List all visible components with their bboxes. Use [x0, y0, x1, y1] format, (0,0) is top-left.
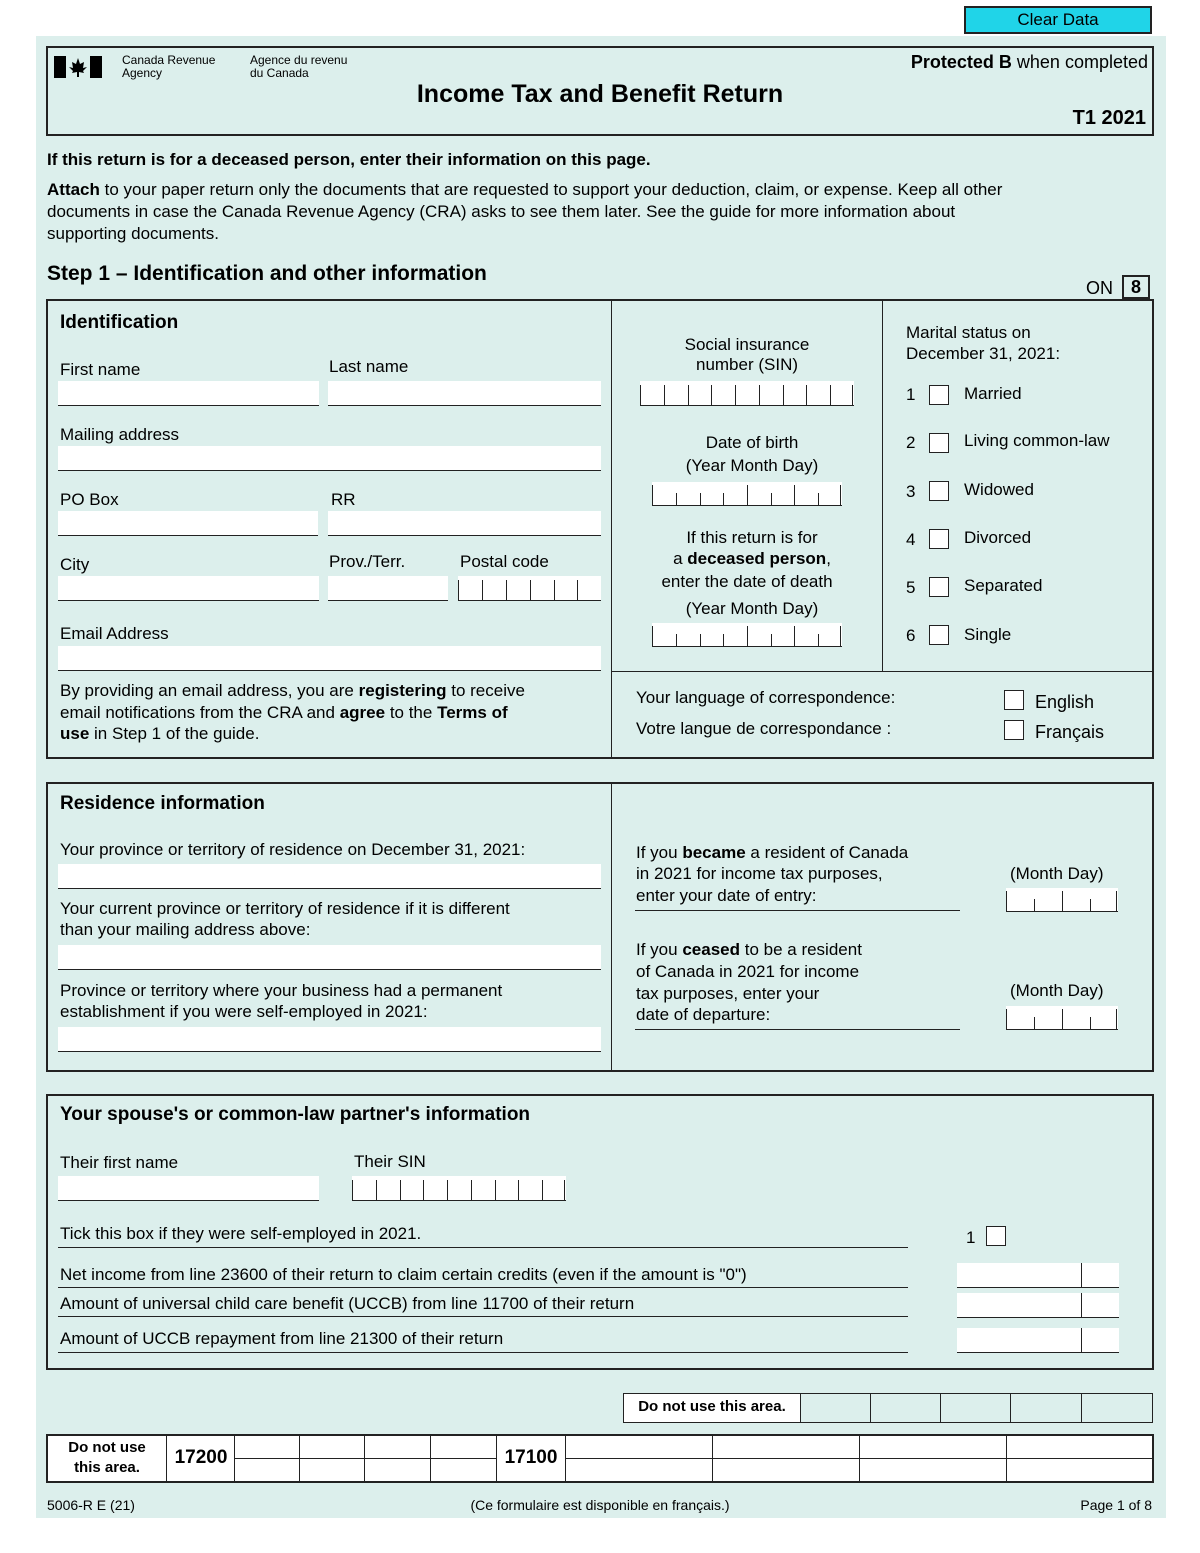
residence-q3-line1: Province or territory where your business had a permanent [60, 981, 503, 1000]
spouse-first-name-label: Their first name [60, 1153, 179, 1172]
postal-code-input[interactable] [458, 576, 601, 601]
po-box-label: PO Box [60, 490, 119, 509]
canada-flag-logo [54, 56, 102, 78]
entry-underline [635, 910, 960, 911]
marital-heading-line1: Marital status on [906, 323, 1031, 342]
page-number: Page 1 of 8 [1080, 1497, 1152, 1513]
entry-text: If you [636, 843, 678, 862]
do-not-use-cell [870, 1393, 941, 1423]
email-note-line2 [60, 703, 508, 723]
divider [859, 1434, 860, 1483]
rr-input[interactable] [328, 511, 601, 536]
attach-line1-text: to your paper return only the documents that are requested to support your deduction, claim, or expense. Keep all other [104, 180, 1003, 199]
date-of-entry-input[interactable] [1006, 888, 1118, 912]
last-name-label: Last name [329, 357, 409, 376]
death-label-text: , [826, 549, 831, 568]
mailing-address-input[interactable] [58, 446, 601, 471]
language-label-fr: Votre langue de correspondance : [636, 719, 892, 738]
self-employed-underline [58, 1247, 908, 1248]
entry-line3: enter your date of entry: [636, 886, 817, 905]
prov-terr-input[interactable] [328, 576, 448, 601]
departure-text: to be a resident [744, 940, 862, 959]
spouse-sin-input[interactable] [352, 1176, 566, 1201]
email-note-text: email notifications from the CRA and [60, 703, 335, 722]
residence-q1: Your province or territory of residence on December 31, 2021: [60, 840, 526, 859]
clear-data-button[interactable]: Clear Data [964, 6, 1152, 34]
uccb-repayment-label: Amount of UCCB repayment from line 21300 of their return [60, 1329, 504, 1348]
widowed-checkbox[interactable] [929, 481, 949, 501]
net-income-underline [58, 1287, 908, 1288]
first-name-label: First name [60, 360, 141, 379]
self-employed-label: Tick this box if they were self-employed in 2021. [60, 1224, 422, 1243]
agency-en-line1: Canada Revenue [122, 53, 216, 67]
net-income-label: Net income from line 23600 of their return to claim certain credits (even if the amount is "0") [60, 1265, 747, 1284]
sin-input[interactable] [640, 381, 854, 406]
uccb-repayment-underline [58, 1352, 908, 1353]
province-code-label: ON [1086, 278, 1113, 298]
marital-heading-line2: December 31, 2021: [906, 344, 1061, 363]
email-note-text: to receive [451, 681, 525, 700]
do-not-use-cell [940, 1393, 1011, 1423]
uccb-underline [58, 1316, 908, 1317]
do-not-use-lower-line2: this area. [74, 1459, 140, 1476]
step1-heading: Step 1 – Identification and other information [47, 262, 487, 285]
divider [611, 782, 612, 1072]
email-note-bold: Terms of [437, 703, 508, 722]
mailing-address-label: Mailing address [60, 425, 180, 444]
death-label-line3: enter the date of death [661, 572, 833, 591]
divider [166, 1434, 167, 1483]
death-label-bold: deceased person [687, 549, 827, 568]
cents-divider [1081, 1328, 1082, 1353]
city-input[interactable] [58, 576, 319, 601]
departure-line2: of Canada in 2021 for income [636, 962, 860, 981]
form-title: Income Tax and Benefit Return [416, 80, 784, 108]
single-label: Single [964, 625, 1012, 644]
attach-line1 [47, 180, 1002, 200]
english-label: English [1035, 692, 1095, 712]
common-law-label: Living common-law [964, 431, 1110, 450]
dob-label-line1: Date of birth [705, 433, 799, 452]
self-employed-number: 1 [966, 1228, 976, 1247]
email-note-bold: agree [339, 703, 386, 722]
email-note-text: By providing an email address, you are [60, 681, 354, 700]
residence-q2-line2: than your mailing address above: [60, 920, 311, 939]
email-note-text: to the [389, 703, 433, 722]
married-label: Married [964, 384, 1022, 403]
do-not-use-cell [1010, 1393, 1082, 1423]
uccb-input[interactable] [957, 1293, 1119, 1318]
po-box-input[interactable] [58, 511, 318, 536]
first-name-input[interactable] [58, 381, 319, 406]
spouse-heading: Your spouse's or common-law partner's information [60, 1104, 531, 1125]
attach-line3: supporting documents. [47, 224, 219, 243]
self-employed-checkbox[interactable] [986, 1226, 1006, 1246]
sin-label-line1: Social insurance [684, 335, 810, 354]
single-checkbox[interactable] [929, 625, 949, 645]
common-law-checkbox[interactable] [929, 433, 949, 453]
cents-divider [1081, 1293, 1082, 1318]
entry-line1 [636, 843, 908, 863]
separated-checkbox[interactable] [929, 577, 949, 597]
deceased-note: If this return is for a deceased person, enter their information on this page. [47, 150, 651, 169]
net-income-input[interactable] [957, 1263, 1119, 1288]
email-note-line1 [60, 681, 525, 701]
province-code-box: 8 [1122, 275, 1150, 299]
departure-line4: date of departure: [636, 1005, 771, 1024]
divorced-label: Divorced [964, 528, 1032, 547]
province-residence-input[interactable] [58, 864, 601, 889]
city-label: City [60, 555, 90, 574]
code-17200: 17200 [174, 1447, 228, 1468]
divider [364, 1434, 365, 1483]
uccb-repayment-input[interactable] [957, 1328, 1119, 1353]
email-label: Email Address [60, 624, 169, 643]
protected-notice [911, 52, 1148, 72]
marital-option-number: 2 [906, 433, 916, 452]
spouse-sin-label: Their SIN [354, 1152, 426, 1171]
departure-line1 [636, 940, 862, 960]
email-note-bold: use [60, 724, 90, 743]
language-label-en: Your language of correspondence: [636, 688, 896, 707]
date-of-death-input[interactable] [652, 623, 842, 647]
business-province-input[interactable] [58, 1027, 601, 1052]
form-number: 5006-R E (21) [47, 1497, 135, 1513]
current-province-input[interactable] [58, 945, 601, 970]
attach-bold: Attach [47, 180, 100, 199]
do-not-use-cell [800, 1393, 871, 1423]
sin-label-line2: number (SIN) [695, 355, 799, 374]
dob-label-line2: (Year Month Day) [685, 456, 819, 475]
marital-option-number: 6 [906, 626, 916, 645]
divider [712, 1434, 713, 1483]
protected-label: Protected B [910, 52, 1012, 72]
postal-code-label: Postal code [460, 552, 549, 571]
departure-bold: ceased [682, 940, 740, 959]
divider [234, 1458, 496, 1459]
french-availability-note: (Ce formulaire est disponible en français.) [470, 1497, 730, 1513]
entry-month-day-label: (Month Day) [1010, 864, 1104, 883]
email-note-text: in Step 1 of the guide. [94, 724, 260, 743]
residence-q3-line2: establishment if you were self-employed in 2021: [60, 1002, 428, 1021]
widowed-label: Widowed [964, 480, 1034, 499]
identification-heading: Identification [60, 312, 179, 333]
french-checkbox[interactable] [1004, 720, 1024, 740]
marital-option-number: 3 [906, 482, 916, 501]
email-note-bold: registering [358, 681, 447, 700]
prov-terr-label: Prov./Terr. [329, 552, 406, 571]
attach-line2: documents in case the Canada Revenue Agency (CRA) asks to see them later. See the guide for more information about [47, 202, 956, 221]
form-code: T1 2021 [1072, 107, 1146, 129]
entry-line2: in 2021 for income tax purposes, [636, 864, 883, 883]
marital-option-number: 1 [906, 385, 916, 404]
protected-suffix: when completed [1016, 52, 1148, 72]
french-label: Français [1035, 722, 1105, 742]
death-label-line2 [612, 549, 892, 569]
last-name-input[interactable] [328, 381, 601, 406]
marital-option-number: 5 [906, 578, 916, 597]
residence-q2-line1: Your current province or territory of residence if it is different [60, 899, 510, 918]
code-17100: 17100 [504, 1447, 558, 1468]
divider [430, 1434, 431, 1483]
do-not-use-lower-line1: Do not use [68, 1439, 146, 1456]
departure-month-day-label: (Month Day) [1010, 981, 1104, 1000]
spouse-first-name-input[interactable] [58, 1176, 319, 1201]
marital-option-number: 4 [906, 530, 916, 549]
agency-en-line2: Agency [122, 66, 163, 80]
uccb-label: Amount of universal child care benefit (UCCB) from line 11700 of their return [60, 1294, 635, 1313]
entry-bold: became [682, 843, 746, 862]
agency-fr-line1: Agence du revenu [250, 53, 348, 67]
divider [1006, 1434, 1007, 1483]
english-checkbox[interactable] [1004, 690, 1024, 710]
agency-fr-line2: du Canada [250, 66, 309, 80]
departure-text: If you [636, 940, 678, 959]
death-label-text: a [673, 549, 683, 568]
email-note-line3 [60, 724, 259, 744]
divorced-checkbox[interactable] [929, 529, 949, 549]
death-label-line4: (Year Month Day) [685, 599, 819, 618]
death-label-line1: If this return is for [686, 528, 818, 547]
departure-line3: tax purposes, enter your [636, 984, 820, 1003]
married-checkbox[interactable] [929, 385, 949, 405]
separated-label: Separated [964, 576, 1043, 595]
departure-underline [635, 1029, 960, 1030]
residence-heading: Residence information [60, 793, 265, 814]
do-not-use-label: Do not use this area. [623, 1393, 801, 1423]
divider [611, 671, 1154, 672]
date-of-departure-input[interactable] [1006, 1006, 1118, 1030]
date-of-birth-input[interactable] [652, 482, 842, 506]
do-not-use-cell [1081, 1393, 1153, 1423]
cents-divider [1081, 1263, 1082, 1288]
email-input[interactable] [58, 646, 601, 671]
rr-label: RR [331, 490, 356, 509]
divider [299, 1434, 300, 1483]
entry-text: a resident of Canada [750, 843, 909, 862]
